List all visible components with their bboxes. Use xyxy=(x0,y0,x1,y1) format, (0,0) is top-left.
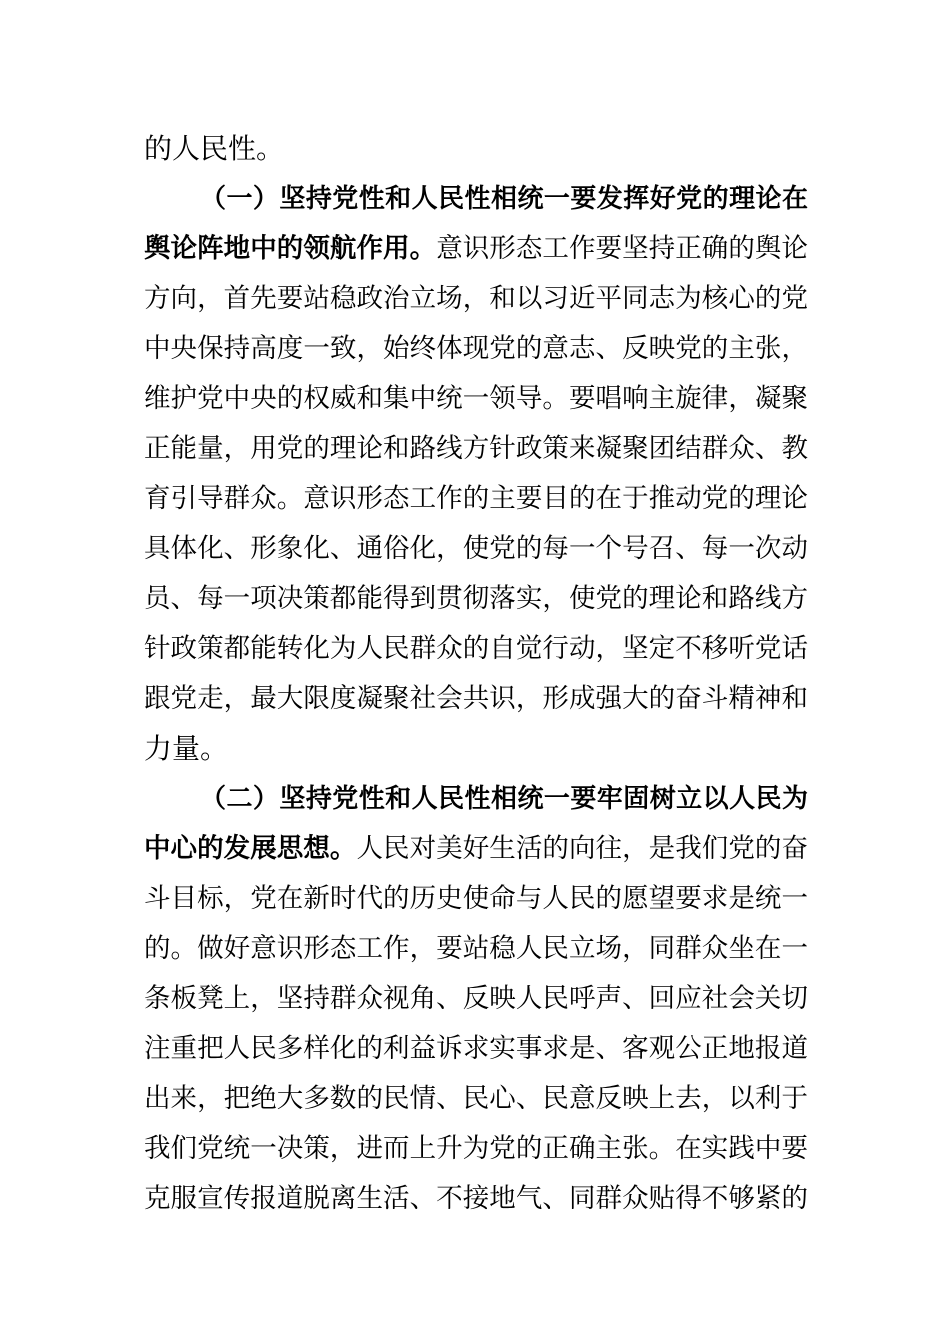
text-run: 的人民性。 xyxy=(144,132,285,165)
text-line xyxy=(144,874,808,924)
text-run: 中央保持高度一致，始终体现党的意志、反映党的主张， xyxy=(144,333,808,364)
text-run: （二）坚持党性和人民性相统一要牢固树立以人民为 xyxy=(200,784,808,814)
text-line xyxy=(144,974,808,1024)
text-run: 跟党走，最大限度凝聚社会共识，形成强大的奋斗精神和 xyxy=(144,683,808,714)
text-run: 意识形态工作要坚持正确的舆论 xyxy=(436,233,808,264)
text-run: 的。做好意识形态工作，要站稳人民立场，同群众坐在一 xyxy=(144,933,808,964)
text-run: 维护党中央的权威和集中统一领导。要唱响主旋律，凝聚 xyxy=(144,383,808,414)
text-line xyxy=(144,1024,808,1074)
text-line xyxy=(144,474,808,524)
text-run: 人民对美好生活的向往，是我们党的奋 xyxy=(356,833,808,864)
text-run: 正能量，用党的理论和路线方针政策来凝聚团结群众、教 xyxy=(144,433,808,464)
text-run: 注重把人民多样化的利益诉求实事求是、客观公正地报道 xyxy=(144,1033,808,1064)
text-run: 斗目标，党在新时代的历史使命与人民的愿望要求是统一 xyxy=(144,883,808,914)
text-line xyxy=(144,124,808,174)
text-run: 克服宣传报道脱离生活、不接地气、同群众贴得不够紧的 xyxy=(144,1183,808,1214)
text-run: 力量。 xyxy=(144,732,229,765)
text-line xyxy=(144,374,808,424)
text-line xyxy=(144,724,808,774)
text-run: 出来，把绝大多数的民情、民心、民意反映上去，以利于 xyxy=(144,1083,808,1114)
text-run: 条板凳上，坚持群众视角、反映人民呼声、回应社会关切 xyxy=(144,983,808,1014)
text-line xyxy=(144,574,808,624)
section-heading-2 xyxy=(200,774,808,824)
text-run: 具体化、形象化、通俗化，使党的每一个号召、每一次动 xyxy=(144,533,808,564)
text-line xyxy=(144,524,808,574)
text-line xyxy=(144,224,808,274)
text-line xyxy=(144,624,808,674)
heading-run: 中心的发展思想。 xyxy=(144,833,357,864)
text-line xyxy=(144,324,808,374)
text-line xyxy=(144,1174,808,1224)
text-line xyxy=(144,424,808,474)
text-run: 我们党统一决策，进而上升为党的正确主张。在实践中要 xyxy=(144,1133,808,1164)
section-heading-1 xyxy=(200,174,808,224)
heading-run: 舆论阵地中的领航作用。 xyxy=(144,233,437,264)
text-run: 方向，首先要站稳政治立场，和以习近平同志为核心的党 xyxy=(144,283,808,314)
text-line xyxy=(144,674,808,724)
text-run: 针政策都能转化为人民群众的自觉行动，坚定不移听党话 xyxy=(144,633,808,664)
text-line xyxy=(144,924,808,974)
text-run: 员、每一项决策都能得到贯彻落实，使党的理论和路线方 xyxy=(144,583,808,614)
text-line xyxy=(144,1124,808,1174)
text-run: （一）坚持党性和人民性相统一要发挥好党的理论在 xyxy=(200,184,808,214)
text-line xyxy=(144,824,808,874)
text-line xyxy=(144,274,808,324)
text-line xyxy=(144,1074,808,1124)
text-run: 育引导群众。意识形态工作的主要目的在于推动党的理论 xyxy=(144,483,808,514)
